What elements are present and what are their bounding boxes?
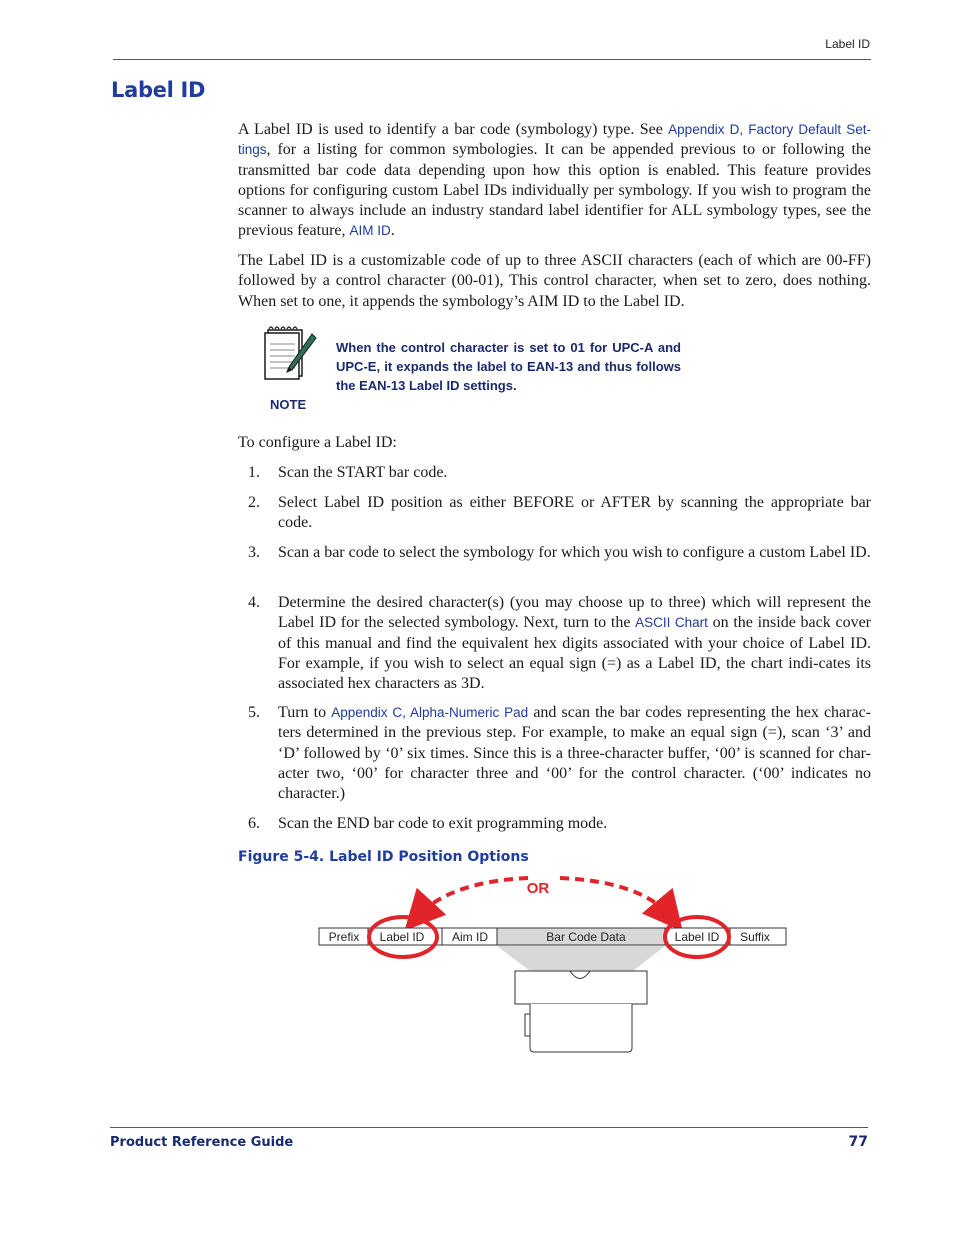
or-arrow-arc [560,878,670,916]
or-label: OR [526,880,550,897]
appendix-d-link[interactable]: Appendix D, Factory Default Set-tings [238,122,871,158]
cell-label-id-after: Label ID [674,930,720,944]
para-text: , for a listing for common symbologies. It can be appended previous to or following the transmitted bar code data depending upon how this option is enabled. This feature provides options for configuring custom Label IDs individually per symbology. If you wish to program the scanner to always include an industry standard label identifier for ALL symbology types, see the previous feature, [238,141,871,240]
step-number: 6. [248,815,260,832]
scanner-head [515,971,647,1004]
step-number: 3. [248,544,260,561]
running-head: Label ID [825,37,870,51]
page-number: 77 [848,1134,868,1150]
step-number: 4. [248,594,260,611]
step-text [278,703,871,804]
intro-paragraph [238,120,871,242]
step-number: 5. [248,704,260,721]
note-pad-icon [262,324,318,384]
figure-caption: Figure 5-4. Label ID Position Options [238,849,529,865]
top-rule [113,59,871,60]
step-text-part: on the inside back cover of this manual and find the equivalent hex digits associated with your choice of Label ID. For example, if you wish to select an equal sign (=) as a Label ID, the chart indi-cates its associated hex characters as 3D. [278,614,871,693]
or-arrow-arc [418,878,528,916]
description-paragraph: The Label ID is a customizable code of up to three ASCII characters (each of which are 00-FF) followed by a control character (00-01), This control character, when set to zero, does nothing. When set to one, it appends the symbology’s AIM ID to the Label ID. [238,252,871,310]
step-text [278,593,871,694]
appendix-c-link[interactable]: Appendix C, Alpha-Numeric Pad [331,705,529,720]
cell-prefix: Prefix [328,930,360,944]
note-label: NOTE [270,397,307,412]
step-text-part: Determine the desired character(s) (you may choose up to three) which will represent the Label ID for the selected symbology. Next, turn to the [278,594,871,632]
step-text-part: and scan the bar codes representing the hex charac-ters determined in the previous step. For example, to make an equal sign (=), scan ‘3’ and ‘D’ followed by ‘0’ six times. Since this is a three-character buffer, ‘00’ is scanned for char-acter two, ‘00’ for character three and ‘00’ for the control character. (‘00’ indicates no character.) [278,704,872,803]
cell-suffix: Suffix [740,930,770,944]
step-text: Scan a bar code to select the symbology for which you wish to configure a custom Label ID. [278,544,871,561]
para-text: A Label ID is used to identify a bar code (symbology) type. See [238,121,669,138]
scanner-body [530,1004,632,1052]
bottom-rule [110,1127,868,1128]
step-text: Scan the END bar code to exit programming mode. [278,815,608,832]
cell-aim-id: Aim ID [452,930,488,944]
page-title: Label ID [111,78,206,102]
footer-guide-title: Product Reference Guide [110,1135,294,1150]
step-number: 1. [248,464,260,481]
cell-label-id-before: Label ID [379,930,425,944]
scanner-beam [497,946,665,971]
cell-bar-code-data: Bar Code Data [546,930,626,944]
step-text-part: Turn to [278,704,332,721]
step-text: Select Label ID position as either BEFORE or AFTER by scanning the appropriate bar code. [278,494,871,532]
step-text: Scan the START bar code. [278,464,448,481]
note-text: When the control character is set to 01 for UPC-A and UPC-E, it expands the label to EAN-13 and thus follows the EAN-13 Label ID settings. [336,340,681,393]
para-text: . [390,222,395,240]
ascii-chart-link[interactable]: ASCII Chart [635,615,708,631]
label-id-position-diagram [300,868,800,1058]
config-intro: To configure a Label ID: [238,434,397,451]
step-number: 2. [248,494,260,511]
aim-id-link[interactable]: AIM ID [349,223,391,239]
